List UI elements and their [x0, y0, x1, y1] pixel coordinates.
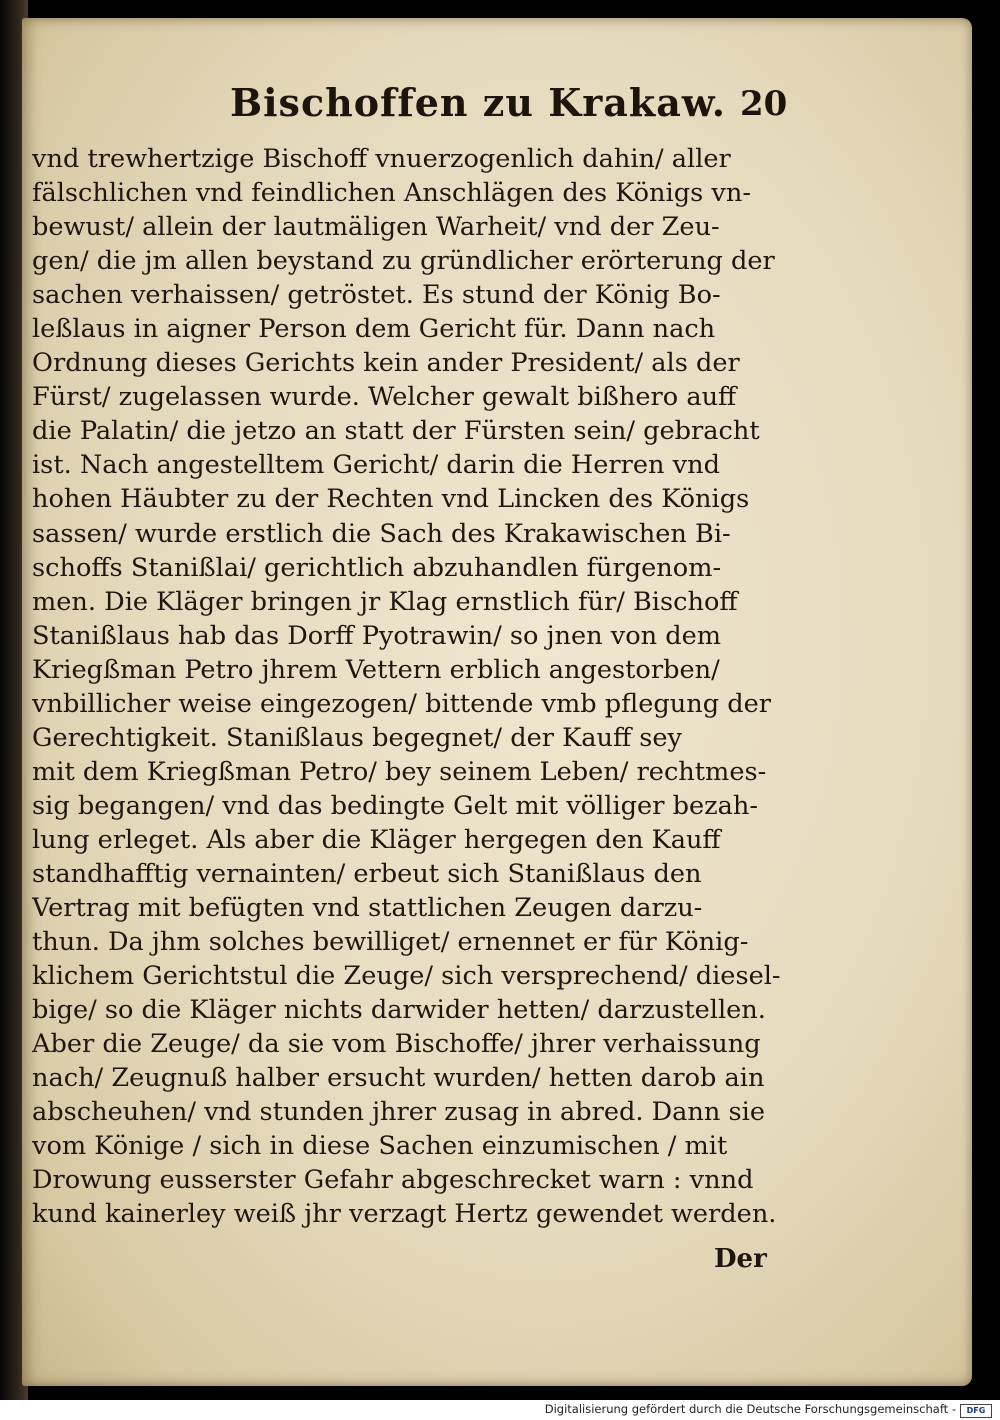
text-line: sassen/ wurde erstlich die Sach des Krakawischen Bi- — [32, 518, 731, 549]
text-line: nach/ Zeugnuß halber ersucht wurden/ hetten darob ain — [32, 1063, 765, 1094]
text-line: bewust/ allein der lautmäligen Warheit/ vnd der Zeu- — [32, 212, 720, 243]
text-line: Vertrag mit befügten vnd stattlichen Zeugen darzu- — [32, 893, 703, 924]
running-title: Bischoffen zu Krakaw. — [230, 80, 726, 125]
text-line: sig begangen/ vnd das bedingte Gelt mit völliger bezah- — [32, 790, 758, 821]
text-line: gen/ die jm allen beystand zu gründlicher erörterung der — [32, 246, 775, 277]
footer-bar — [0, 1400, 1000, 1420]
text-line: vnbillicher weise eingezogen/ bittende vmb pflegung der — [32, 688, 771, 719]
body-text — [32, 142, 792, 1232]
text-line: Stanißlaus hab das Dorff Pyotrawin/ so jnen von dem — [32, 620, 722, 651]
text-line: leßlaus in aigner Person dem Gericht für. Dann nach — [32, 314, 716, 345]
text-line: vom Könige / sich in diese Sachen einzumischen / mit — [32, 1131, 728, 1162]
text-line: kund kainerley weiß jhr verzagt Hertz gewendet werden. — [32, 1199, 777, 1230]
digitization-credit: Digitalisierung gefördert durch die Deutsche Forschungsgemeinschaft - — [544, 1402, 956, 1416]
book-page — [22, 18, 972, 1386]
text-line: bige/ so die Kläger nichts darwider hetten/ darzustellen. — [32, 995, 766, 1026]
dfg-logo-icon: DFG — [960, 1404, 992, 1418]
text-line: ist. Nach angestelltem Gericht/ darin die Herren vnd — [32, 450, 720, 481]
text-line: standhafftig vernainten/ erbeut sich Stanißlaus den — [32, 858, 702, 889]
text-line: Drowung eusserster Gefahr abgeschrecket warn : vnnd — [32, 1165, 754, 1196]
text-line: abscheuhen/ vnd stunden jhrer zusag in abred. Dann sie — [32, 1097, 765, 1128]
text-line: Gerechtigkeit. Stanißlaus begegnet/ der Kauff sey — [32, 722, 683, 753]
text-line: mit dem Kriegßman Petro/ bey seinem Leben/ rechtmes- — [32, 756, 767, 787]
text-line: lung erleget. Als aber die Kläger hergegen den Kauff — [32, 824, 721, 855]
text-line: fälschlichen vnd feindlichen Anschlägen des Königs vn- — [32, 178, 751, 209]
text-line: thun. Da jhm solches bewilliget/ ernennet er für König- — [32, 927, 749, 958]
text-line: Ordnung dieses Gerichts kein ander President/ als der — [32, 348, 740, 379]
catchword: Der — [714, 1244, 767, 1274]
text-line: Aber die Zeuge/ da sie vom Bischoffe/ jhrer verhaissung — [32, 1029, 761, 1060]
text-line: die Palatin/ die jetzo an statt der Fürsten sein/ gebracht — [32, 416, 760, 447]
folio-number: 20 — [740, 84, 788, 124]
text-line: Fürst/ zugelassen wurde. Welcher gewalt bißhero auff — [32, 382, 737, 413]
text-line: schoffs Stanißlai/ gerichtlich abzuhandlen fürgenom- — [32, 552, 722, 583]
text-line: sachen verhaissen/ getröstet. Es stund der König Bo- — [32, 280, 721, 311]
page-header — [22, 80, 972, 144]
text-line: klichem Gerichtstul die Zeuge/ sich versprechend/ diesel- — [32, 961, 781, 992]
text-line: men. Die Kläger bringen jr Klag ernstlich für/ Bischoff — [32, 586, 738, 617]
text-line: Kriegßman Petro jhrem Vettern erblich angestorben/ — [32, 654, 720, 685]
text-line: hohen Häubter zu der Rechten vnd Lincken des Königs — [32, 484, 750, 515]
text-line: vnd trewhertzige Bischoff vnuerzogenlich dahin/ aller — [32, 144, 731, 174]
